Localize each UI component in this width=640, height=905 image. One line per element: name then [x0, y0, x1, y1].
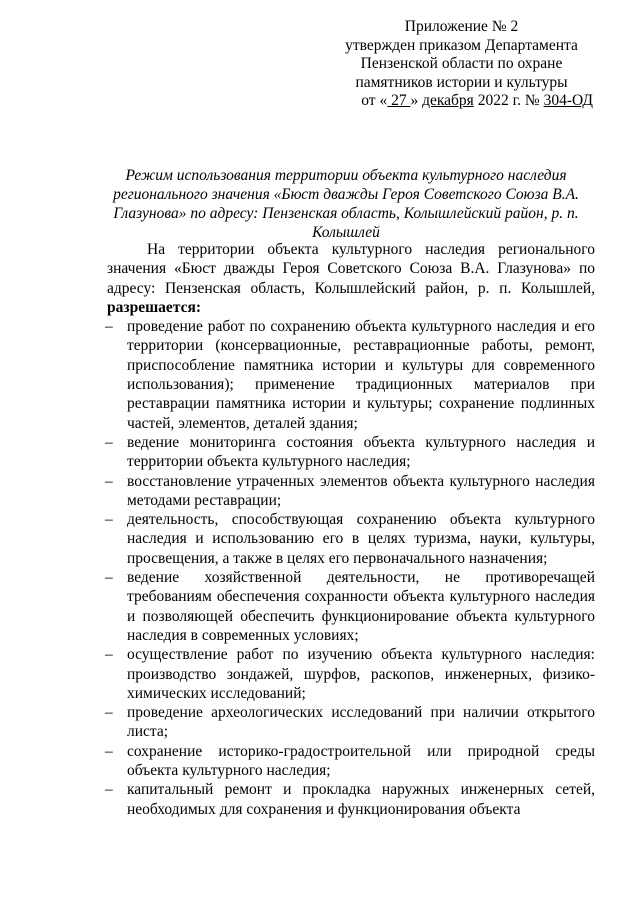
- list-item-text: сохранение историко-градостроительной или природной среды объекта культурного наследия;: [127, 742, 595, 780]
- list-item-text: проведение работ по сохранению объекта культурного наследия и его территории (консервационные, реставрационные работы, ремонт, приспособление памятника истории и культуры для современного использования); применение традиционных материалов при реставрации памятника истории и культуры; сохранение подлинных частей, элементов, деталей здания;: [127, 318, 595, 432]
- appendix-department-line: Пензенской области по охране: [360, 55, 563, 73]
- dash-bullet: –: [105, 742, 113, 760]
- intro-permitted-label: разрешается:: [107, 298, 202, 316]
- order-separator: »: [410, 92, 423, 110]
- list-item-text: ведение мониторинга состояния объекта культурного наследия и территории объекта культурного наследия;: [127, 433, 595, 471]
- intro-text: На территории объекта культурного наследия регионального значения «Бюст дважды Героя Советского Союза В.А. Глазунова» по адресу: Пензенская область, Колышлейский район, р. п. Колышлей,: [107, 241, 595, 297]
- list-item: [105, 703, 595, 742]
- dash-bullet: –: [105, 781, 113, 799]
- permitted-activities-list: [107, 317, 595, 819]
- list-item: [105, 472, 595, 511]
- list-item: [105, 645, 595, 703]
- list-item-text: осуществление работ по изучению объекта культурного наследия: производство зондажей, шурфов, раскопов, инженерных, физико-химических исследований;: [127, 646, 595, 702]
- order-date-number: [330, 92, 593, 111]
- appendix-department-line-2: памятников истории и культуры: [355, 73, 568, 91]
- list-item-text: проведение археологических исследований при наличии открытого листа;: [127, 704, 595, 741]
- dash-bullet: –: [105, 646, 113, 664]
- appendix-block: [330, 18, 593, 111]
- order-year: 2022 г. №: [473, 92, 544, 110]
- dash-bullet: –: [105, 433, 113, 451]
- dash-bullet: –: [105, 704, 113, 722]
- dash-bullet: –: [105, 318, 113, 336]
- list-item: [105, 510, 595, 568]
- dash-bullet: –: [105, 569, 113, 587]
- list-item-text: ведение хозяйственной деятельности, не противоречащей требованиям обеспечения сохранности объекта культурного наследия и позволяющей обеспечить функционирование объекта культурного наследия в современных условиях;: [127, 569, 595, 644]
- list-item-text: капитальный ремонт и прокладка наружных инженерных сетей, необходимых для сохранения и функционирования объекта: [127, 781, 595, 818]
- document-body: [107, 240, 595, 819]
- dash-bullet: –: [105, 511, 113, 529]
- order-number: 304-ОД: [543, 92, 593, 110]
- list-item: [105, 317, 595, 433]
- list-item: [105, 433, 595, 472]
- dash-bullet: –: [105, 472, 113, 490]
- list-item: [105, 568, 595, 645]
- list-item-text: деятельность, способствующая сохранению объекта культурного наследия и использованию его в целях туризма, науки, культуры, просвещения, а также в целях его первоначального назначения;: [127, 511, 595, 567]
- appendix-approval-line: утвержден приказом Департамента: [345, 36, 578, 54]
- list-item: [105, 742, 595, 781]
- intro-paragraph: [107, 240, 595, 317]
- order-month: декабря: [422, 92, 474, 110]
- order-prefix: от «: [361, 92, 388, 110]
- order-day: 27: [387, 92, 411, 110]
- appendix-title: Приложение № 2: [404, 18, 519, 35]
- document-title: Режим использования территории объекта культурного наследия регионального значения «Бюст дважды Героя Советского Союза В.А. Глазунова» по адресу: Пензенская область, Колышлейский район, р. п. Колышлей: [113, 167, 579, 241]
- list-item: [105, 780, 595, 819]
- list-item-text: восстановление утраченных элементов объекта культурного наследия методами реставрации;: [127, 472, 595, 509]
